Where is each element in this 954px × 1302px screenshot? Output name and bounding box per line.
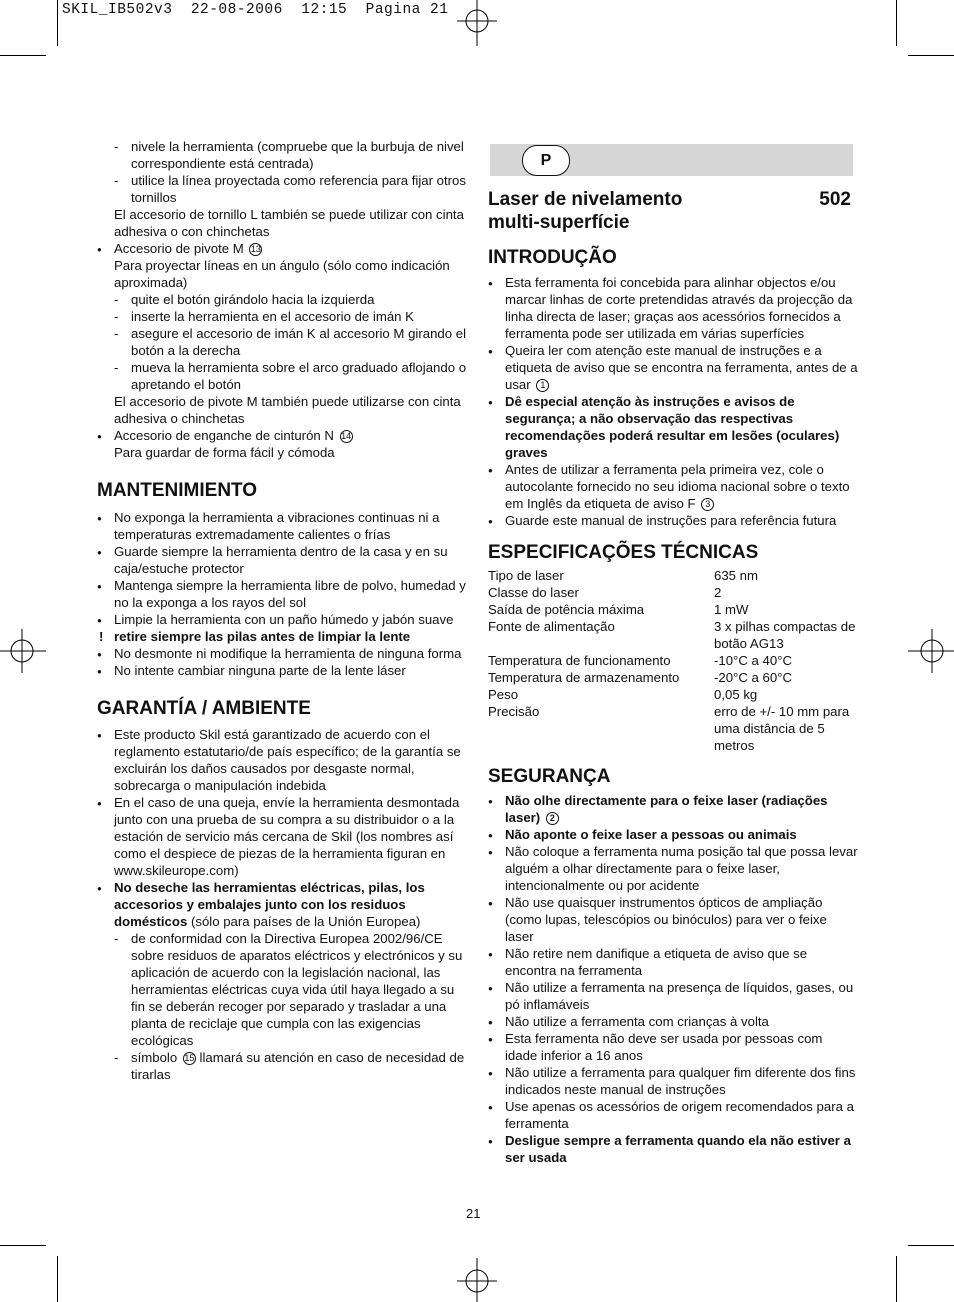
registration-mark bbox=[0, 626, 46, 676]
dash-text: utilice la línea proyectada como referencia para fijar otros tornillos bbox=[131, 173, 466, 205]
bullet-text: Não utilize a ferramenta na presença de líquidos, gases, ou pó inflamáveis bbox=[505, 980, 854, 1012]
bullet-item bbox=[488, 1064, 858, 1098]
bullet-item bbox=[488, 826, 858, 843]
bullet-text: Não utilize a ferramenta para qualquer fim diferente dos fins indicados neste manual de instruções bbox=[505, 1065, 856, 1097]
crop-mark bbox=[896, 1256, 897, 1302]
indented-text bbox=[97, 444, 467, 461]
bullet-text: Não aponte o feixe laser a pessoas ou animais bbox=[505, 827, 797, 842]
paragraph-text: Para guardar de forma fácil y cómoda bbox=[114, 445, 335, 460]
bullet-text: Limpie la herramienta con un paño húmedo y jabón suave bbox=[114, 612, 454, 627]
spec-value: 3 x pilhas compactas de botão AG13 bbox=[714, 619, 856, 651]
bullet-text: Não utilize a ferramenta com crianças à volta bbox=[505, 1014, 769, 1029]
page-number: 21 bbox=[466, 1206, 481, 1221]
dash-text: mueva la herramienta sobre el arco graduado aflojando o apretando el botón bbox=[131, 360, 467, 392]
bullet-text: (sólo para países de la Unión Europea) bbox=[187, 914, 421, 929]
bullet-text: Accesorio de pivote M bbox=[114, 241, 244, 256]
product-title-line1: Laser de nivelamento bbox=[488, 189, 683, 210]
bullet-item bbox=[488, 342, 858, 393]
spec-row bbox=[488, 584, 858, 601]
bullet-text: Não retire nem danifique a etiqueta de aviso que se encontra na ferramenta bbox=[505, 946, 808, 978]
bullet-item bbox=[97, 543, 467, 577]
dash-text: quite el botón girándolo hacia la izquierda bbox=[131, 292, 375, 307]
dash-item bbox=[97, 930, 467, 1049]
registration-mark bbox=[452, 0, 502, 48]
crop-mark bbox=[896, 0, 897, 46]
mantenimiento-list bbox=[97, 509, 467, 679]
dash-item bbox=[97, 1049, 467, 1083]
indented-text bbox=[97, 257, 467, 291]
bullet-item bbox=[97, 427, 467, 444]
bullet-text: Guarde este manual de instruções para referência futura bbox=[505, 513, 837, 528]
bullet-item bbox=[488, 461, 858, 512]
spec-label: Saída de potência máxima bbox=[488, 602, 645, 617]
crop-mark bbox=[57, 0, 58, 46]
left-column bbox=[97, 138, 467, 1083]
bullet-item bbox=[97, 577, 467, 611]
bullet-text: Não olhe directamente para o feixe laser (radiações laser) bbox=[505, 793, 828, 825]
spec-value: 0,05 kg bbox=[714, 687, 758, 702]
product-title-line2: multi-superfície bbox=[488, 212, 630, 233]
spec-row bbox=[488, 703, 858, 754]
right-column bbox=[488, 247, 858, 1166]
language-badge: P bbox=[522, 145, 570, 176]
spec-value: erro de +/- 10 mm para uma distância de 5 metros bbox=[714, 704, 850, 753]
paragraph-text: Para proyectar líneas en un ángulo (sólo como indicación aproximada) bbox=[114, 258, 450, 290]
dash-item bbox=[97, 138, 467, 172]
spec-value: -20°C a 60°C bbox=[714, 670, 792, 685]
reference-number-icon: 2 bbox=[546, 812, 559, 825]
crop-mark bbox=[0, 1245, 46, 1246]
dash-item bbox=[97, 291, 467, 308]
print-header: SKIL_IB502v3 22-08-2006 12:15 Pagina 21 bbox=[62, 2, 449, 18]
spec-row bbox=[488, 567, 858, 584]
section-title-garantia: GARANTÍA / AMBIENTE bbox=[97, 698, 311, 719]
bullet-text: Não use quaisquer instrumentos ópticos de ampliação (como lupas, telescópios ou binóculos) para ver o feixe laser bbox=[505, 895, 827, 944]
spec-row bbox=[488, 652, 858, 669]
bullet-item bbox=[97, 662, 467, 679]
reference-number-icon: 1 bbox=[536, 379, 549, 392]
bullet-text: Esta ferramenta não deve ser usada por pessoas com idade inferior a 16 anos bbox=[505, 1031, 823, 1063]
bullet-item bbox=[488, 843, 858, 894]
bullet-item bbox=[97, 240, 467, 257]
bullet-item bbox=[97, 645, 467, 662]
bullet-item bbox=[97, 509, 467, 543]
bullet-text: No intente cambiar ninguna parte de la lente láser bbox=[114, 663, 406, 678]
section-title-especificacoes: ESPECIFICAÇÕES TÉCNICAS bbox=[488, 542, 759, 563]
spec-label: Temperatura de armazenamento bbox=[488, 670, 680, 685]
dash-text: de conformidad con la Directiva Europea 2002/96/CE sobre residuos de aparatos eléctricos y electrónicos y su aplicación de acuerdo con la legislación nacional, las herramientas eléctricas cuya vida útil haya llegado a su fin se deberán recoger por separado y trasladar a una planta de reciclaje que cumpla con las exigencias ecológicas bbox=[131, 931, 463, 1048]
spec-value: 635 nm bbox=[714, 568, 758, 583]
crop-mark bbox=[0, 55, 46, 56]
dash-text: inserte la herramienta en el accesorio de imán K bbox=[131, 309, 414, 324]
bullet-item bbox=[97, 794, 467, 879]
bullet-item bbox=[97, 611, 467, 628]
bullet-text: Guarde siempre la herramienta dentro de la casa y en su caja/estuche protector bbox=[114, 544, 448, 576]
dash-text: nivele la herramienta (compruebe que la burbuja de nivel correspondiente está centrada) bbox=[131, 139, 464, 171]
paragraph-text: El accesorio de pivote M también puede utilizarse con cinta adhesiva o chinchetas bbox=[114, 394, 461, 426]
crop-mark bbox=[908, 1245, 954, 1246]
introducao-list bbox=[488, 274, 858, 529]
dash-text: asegure el accesorio de imán K al accesorio M girando el botón a la derecha bbox=[131, 326, 466, 358]
dash-item bbox=[97, 325, 467, 359]
bullet-item bbox=[488, 1013, 858, 1030]
specs-table bbox=[488, 567, 858, 754]
bullet-text: En el caso de una queja, envíe la herramienta desmontada junto con una prueba de su compra a su distribuidor o a la estación de servicio más cercana de Skil (los nombres así como el despiece de piezas de la herramienta figuran en www.skileurope.com) bbox=[114, 795, 460, 878]
bullet-text: Não coloque a ferramenta numa posição tal que possa levar alguém a olhar directamente para o feixe laser, intencionalmente ou por acidente bbox=[505, 844, 858, 893]
bullet-item bbox=[488, 1132, 858, 1166]
bullet-text: Accesorio de enganche de cinturón N bbox=[114, 428, 334, 443]
product-title bbox=[488, 188, 853, 234]
bullet-item bbox=[488, 393, 858, 461]
bullet-item bbox=[97, 726, 467, 794]
dash-text: símbolo bbox=[131, 1050, 178, 1065]
spec-value: 1 mW bbox=[714, 602, 749, 617]
dash-item bbox=[97, 359, 467, 393]
spec-value: 2 bbox=[714, 585, 722, 600]
bullet-item bbox=[488, 1098, 858, 1132]
bullet-text: Antes de utilizar a ferramenta pela primeira vez, cole o autocolante fornecido no seu idioma nacional sobre o texto em Inglês da etiqueta de aviso F bbox=[505, 462, 850, 511]
model-number: 502 bbox=[819, 189, 851, 210]
bullet-text: No desmonte ni modifique la herramienta de ninguna forma bbox=[114, 646, 462, 661]
bullet-item bbox=[488, 274, 858, 342]
warning-text: retire siempre las pilas antes de limpiar la lente bbox=[114, 629, 411, 644]
spec-row bbox=[488, 618, 858, 652]
section-title-mantenimiento: MANTENIMIENTO bbox=[97, 480, 258, 501]
spec-label: Tipo de laser bbox=[488, 568, 564, 583]
section-title-seguranca: SEGURANÇA bbox=[488, 766, 611, 787]
section-title-introducao: INTRODUÇÃO bbox=[488, 247, 617, 268]
bullet-item bbox=[488, 979, 858, 1013]
reference-number-icon: 15 bbox=[184, 1053, 195, 1064]
bullet-text: Este producto Skil está garantizado de acuerdo con el reglamento estatutario/de país específico; de la garantía se excluirán los daños causados por desgaste normal, sobrecarga o manipulación indebida bbox=[114, 727, 461, 793]
reference-number-icon: 13 bbox=[250, 244, 261, 255]
dash-item bbox=[97, 172, 467, 206]
warning-item bbox=[97, 628, 467, 645]
bullet-text: No exponga la herramienta a vibraciones continuas ni a temperaturas extremadamente calientes o frías bbox=[114, 510, 440, 542]
bullet-item bbox=[488, 945, 858, 979]
spec-label: Classe do laser bbox=[488, 585, 579, 600]
indented-text bbox=[97, 393, 467, 427]
bullet-item bbox=[488, 792, 858, 826]
spec-row bbox=[488, 669, 858, 686]
dash-text: llamará su atención en caso de necesidad de tirarlas bbox=[131, 1050, 465, 1082]
bullet-text: Esta ferramenta foi concebida para alinhar objectos e/ou marcar linhas de corte pretendidas através da projecção da linha directa de laser; graças aos acessórios fornecidos a ferramenta pode ser utilizada em várias superfícies bbox=[505, 275, 853, 341]
registration-mark bbox=[452, 1258, 502, 1302]
spec-label: Temperatura de funcionamento bbox=[488, 653, 671, 668]
spec-label: Peso bbox=[488, 687, 519, 702]
bullet-text-bold: No deseche las herramientas eléctricas, pilas, los accesorios y embalajes junto con los residuos domésticos bbox=[114, 880, 425, 929]
crop-mark bbox=[57, 1256, 58, 1302]
dash-item bbox=[97, 308, 467, 325]
reference-number-icon: 3 bbox=[701, 498, 714, 511]
paragraph-text: El accesorio de tornillo L también se puede utilizar con cinta adhesiva o con chinchetas bbox=[114, 207, 464, 239]
crop-mark bbox=[908, 55, 954, 56]
spec-label: Fonte de alimentação bbox=[488, 619, 615, 634]
bullet-item bbox=[488, 894, 858, 945]
spec-row bbox=[488, 686, 858, 703]
spec-label: Precisão bbox=[488, 704, 540, 719]
indented-text bbox=[97, 206, 467, 240]
spec-row bbox=[488, 601, 858, 618]
bullet-text: Queira ler com atenção este manual de instruções e a etiqueta de aviso que se encontra na ferramenta, antes de a usar bbox=[505, 343, 858, 392]
garantia-list bbox=[97, 726, 467, 1083]
bullet-item bbox=[97, 879, 467, 930]
reference-number-icon: 14 bbox=[341, 431, 352, 442]
bullet-text: Mantenga siempre la herramienta libre de polvo, humedad y no la exponga a los rayos del sol bbox=[114, 578, 466, 610]
bullet-item bbox=[488, 512, 858, 529]
bullet-text: Use apenas os acessórios de origem recomendados para a ferramenta bbox=[505, 1099, 854, 1131]
seguranca-list bbox=[488, 792, 858, 1166]
bullet-text: Desligue sempre a ferramenta quando ela não estiver a ser usada bbox=[505, 1133, 851, 1165]
registration-mark bbox=[908, 626, 954, 676]
spec-value: -10°C a 40°C bbox=[714, 653, 792, 668]
accessory-list bbox=[97, 138, 467, 461]
bullet-text: Dê especial atenção às instruções e avisos de segurança; a não observação das respectivas recomendações poderá resultar em lesões (oculares) graves bbox=[505, 394, 840, 460]
bullet-item bbox=[488, 1030, 858, 1064]
